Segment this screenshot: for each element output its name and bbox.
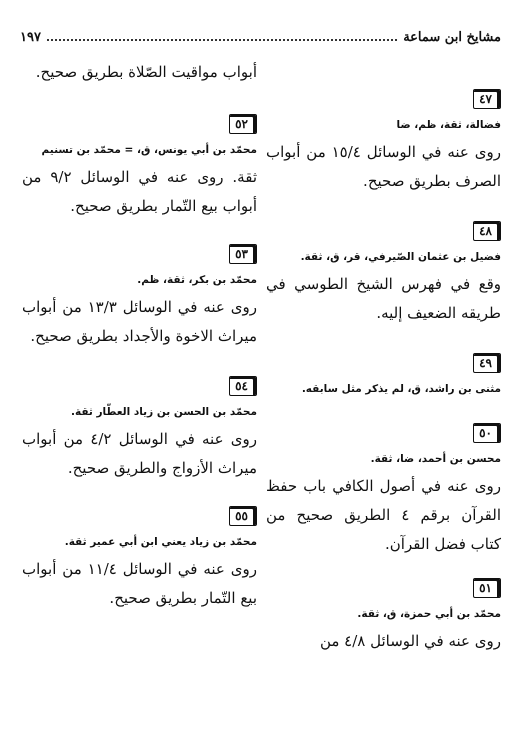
entry-number-badge: ٤٧ [473, 89, 501, 109]
narrator-name: محمّد بن أبي حمزة، ق، ثقة. [357, 608, 501, 620]
narrator-name: فضيل بن عثمان الصّيرفي، قر، ق، ثقة. [300, 251, 501, 263]
narrator-name: محمّد بن زياد يعني ابن أبي عمير ثقة. [64, 536, 257, 548]
entry-54 [22, 375, 257, 483]
entry-number-badge: ٤٩ [473, 353, 501, 373]
header-title: مشايخ ابن سماعة [403, 29, 501, 45]
entry-51 [266, 577, 501, 656]
entry-55 [22, 505, 257, 613]
entry-47 [266, 88, 501, 196]
entry-text: روى عنه في الوسائل ٤/٨ من [319, 632, 501, 650]
narrator-name: محسن بن أحمد، ضا، ثقة. [370, 453, 501, 465]
header-page-number: ١٩٧ [20, 29, 41, 45]
entry-50 [266, 422, 501, 559]
entry-text: ثقة. روى عنه في الوسائل ٩/٢ من أبواب بيع التّمار بطريق صحيح. [22, 168, 257, 215]
header-dotted-leader [47, 33, 397, 41]
narrator-name: محمّد بن الحسن بن زياد العطّار ثقة. [71, 406, 257, 418]
entry-number-badge: ٥٣ [229, 244, 257, 264]
entry-text: روى عنه في الوسائل ١١/٤ من أبواب بيع التّمار بطريق صحيح. [22, 560, 258, 607]
narrator-name: مثنى بن راشد، ق، لم يذكر مثل سابقه. [301, 383, 501, 395]
entry-text: روى عنه في الوسائل ١٥/٤ من أبواب الصرف بطريق صحيح. [266, 143, 502, 190]
narrator-name: فضالة، ثقة، ظم، ضا [396, 119, 501, 131]
right-column [266, 54, 501, 656]
left-column [22, 54, 257, 613]
entry-number-badge: ٥٢ [229, 114, 257, 134]
entry-text: روى عنه في الوسائل ٤/٢ من أبواب ميراث الأزواج والطريق صحيح. [22, 430, 258, 477]
entry-number-badge: ٤٨ [473, 221, 501, 241]
continued-text: أبواب مواقيت الصّلاة بطريق صحيح. [35, 63, 257, 81]
entry-52 [22, 113, 257, 221]
entry-text: وقع في فهرس الشيخ الطوسي في طريقه الضعيف إليه. [266, 275, 501, 322]
entry-49 [266, 352, 501, 396]
entry-text: روى عنه في الوسائل ١٣/٣ من أبواب ميراث الاخوة والأجداد بطريق صحيح. [22, 298, 258, 345]
running-header [20, 24, 501, 50]
entry-53 [22, 243, 257, 351]
narrator-name: محمّد بن بكر، ثقة، ظم. [137, 274, 257, 286]
entry-number-badge: ٥٥ [229, 506, 257, 526]
entry-text: روى عنه في أصول الكافي باب حفظ القرآن برقم ٤ الطريق صحيح من كتاب فضل القرآن. [266, 477, 501, 553]
entry-48 [266, 220, 501, 328]
narrator-name: محمّد بن أبي يونس، ق، = محمّد بن تسنيم [41, 144, 257, 156]
entry-number-badge: ٥١ [473, 578, 501, 598]
entry-number-badge: ٥٤ [229, 376, 257, 396]
entry-number-badge: ٥٠ [473, 423, 501, 443]
